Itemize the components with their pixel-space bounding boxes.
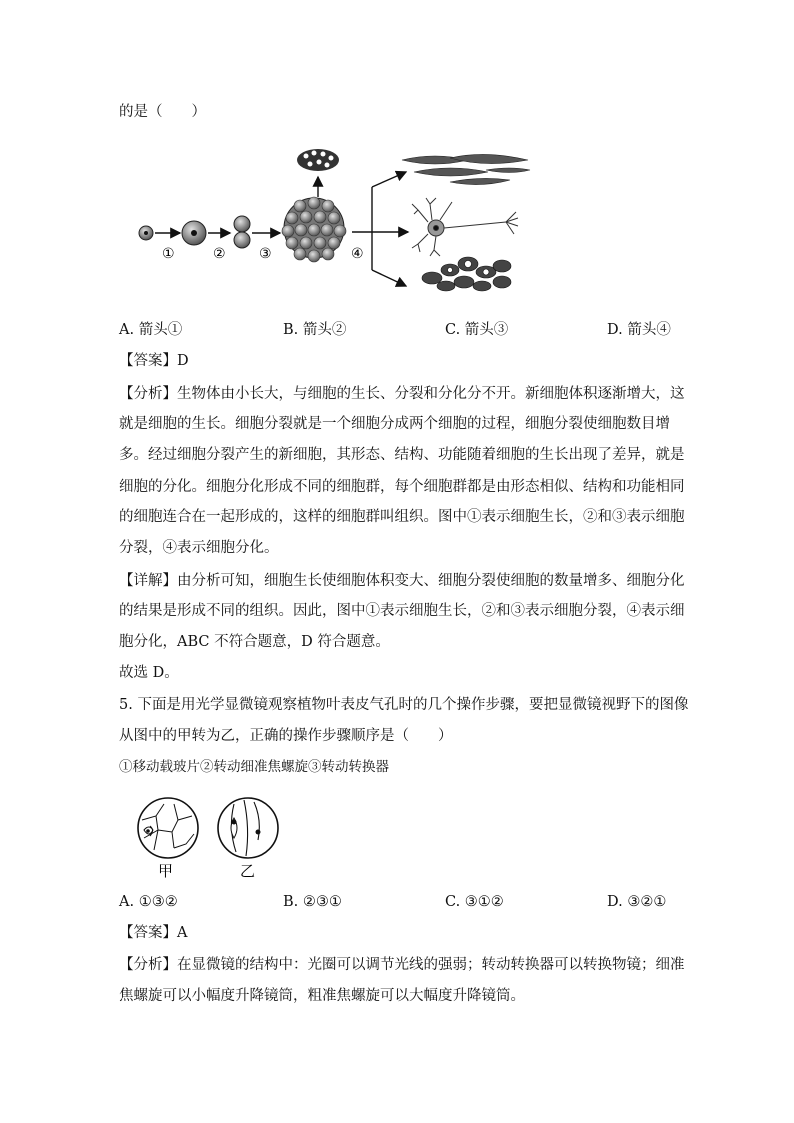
cell-cluster — [282, 197, 346, 262]
label-4: ④ — [351, 246, 364, 262]
field-yi — [218, 798, 278, 858]
option-a: A. 箭头① — [119, 322, 183, 338]
dividing-tissue-top — [297, 149, 339, 171]
q5-stem-line-2: 从图中的甲转为乙，正确的操作步骤顺序是（ ） — [119, 728, 453, 744]
option-c: C. 箭头③ — [445, 322, 509, 338]
q4-detail-line-3: 胞分化，ABC 不符合题意，D 符合题意。 — [119, 634, 390, 650]
q4-analysis-line-2: 就是细胞的生长。细胞分裂就是一个细胞分成两个细胞的过程，细胞分裂使细胞数目增 — [119, 416, 670, 432]
q4-choice: 故选 D。 — [119, 665, 179, 681]
label-3: ③ — [259, 246, 272, 262]
field-jia — [138, 798, 198, 858]
q5-option-c: C. ③①② — [445, 894, 504, 910]
option-d: D. 箭头④ — [607, 322, 671, 338]
cell-development-figure — [130, 140, 550, 310]
label-2: ② — [213, 246, 226, 262]
muscle-tissue — [402, 154, 530, 184]
q4-detail-line-1: 【详解】由分析可知，细胞生长使细胞体积变大、细胞分裂使细胞的数量增多、细胞分化 — [119, 573, 685, 589]
q5-steps: ①移动载玻片②转动细准焦螺旋③转动转换器 — [119, 759, 389, 775]
q4-analysis-line-3: 多。经过细胞分裂产生的新细胞，其形态、结构、功能随着细胞的生长出现了差异，就是 — [119, 447, 685, 463]
q4-detail-line-2: 的结果是形成不同的组织。因此，图中①表示细胞生长，②和③表示细胞分裂，④表示细 — [119, 603, 685, 619]
dividing-cells — [234, 216, 250, 248]
neuron — [412, 198, 518, 256]
option-b: B. 箭头② — [283, 322, 347, 338]
blood-tissue — [422, 257, 511, 291]
grown-cell — [182, 221, 206, 245]
q5-option-d: D. ③②① — [607, 894, 667, 910]
label-1: ① — [162, 246, 175, 262]
q4-answer: 【答案】D — [119, 353, 189, 369]
microscope-fields-figure — [134, 790, 294, 885]
differentiation-branches — [352, 172, 408, 286]
q4-analysis-line-1: 【分析】生物体由小长大，与细胞的生长、分裂和分化分不开。新细胞体积逐渐增大，这 — [119, 386, 685, 402]
label-jia: 甲 — [158, 862, 174, 880]
q5-analysis-line-1: 【分析】在显微镜的结构中：光圈可以调节光线的强弱；转动转换器可以转换物镜；细准 — [119, 957, 685, 973]
q5-answer: 【答案】A — [119, 925, 188, 941]
q4-analysis-line-6: 分裂，④表示细胞分化。 — [119, 540, 279, 556]
q5-analysis-line-2: 焦螺旋可以小幅度升降镜筒，粗准焦螺旋可以大幅度升降镜筒。 — [119, 988, 525, 1004]
q4-analysis-line-5: 的细胞连合在一起形成的，这样的细胞群叫组织。图中①表示细胞生长，②和③表示细胞 — [119, 509, 685, 525]
question-4-tail: 的是（ ） — [119, 104, 206, 120]
label-yi: 乙 — [240, 862, 256, 880]
q5-stem-line-1: 5. 下面是用光学显微镜观察植物叶表皮气孔时的几个操作步骤，要把显微镜视野下的图像 — [119, 697, 689, 713]
q5-option-b: B. ②③① — [283, 894, 342, 910]
q4-analysis-line-4: 细胞的分化。细胞分化形成不同的细胞群，每个细胞群都是由形态相似、结构和功能相同 — [119, 479, 685, 495]
q5-option-a: A. ①③② — [119, 894, 178, 910]
small-cell — [139, 226, 153, 240]
